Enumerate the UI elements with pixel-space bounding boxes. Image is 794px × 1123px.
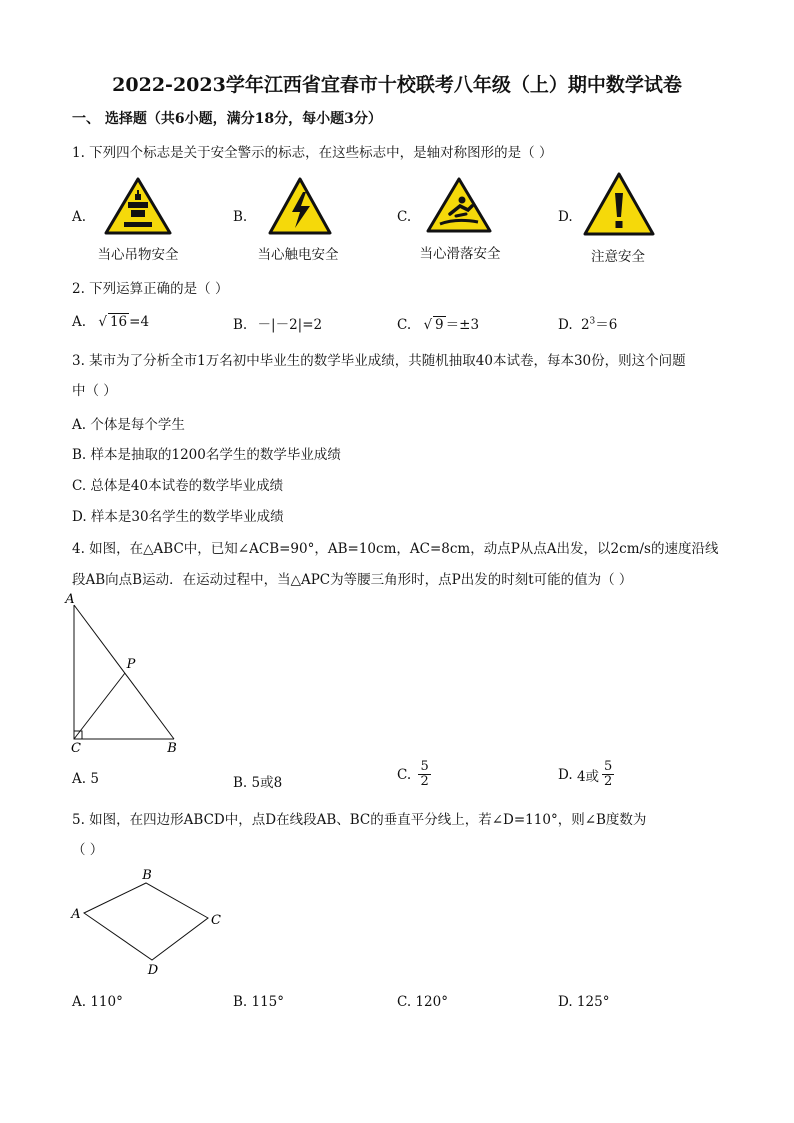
q1-option-d-letter[interactable]: D.	[558, 209, 573, 225]
q2-option-b-letter: B.	[233, 317, 248, 333]
q4-option-d-letter: D.	[558, 766, 573, 783]
q4-option-c[interactable]	[397, 760, 431, 790]
point-b-label: B	[167, 741, 177, 756]
q2-option-d-exp: 3	[589, 316, 596, 327]
q4-option-a-letter: A.	[72, 771, 87, 787]
q2-option-d[interactable]	[558, 313, 617, 333]
q1-option-d-caption: 注意安全	[591, 249, 645, 265]
slip-warning-sign-icon	[426, 176, 492, 234]
q3-option-c[interactable]: C. 总体是40本试卷的数学毕业成绩	[72, 478, 284, 494]
q3-option-b[interactable]: B. 样本是抽取的1200名学生的数学毕业成绩	[72, 447, 341, 463]
q4-option-d-num: 5	[604, 759, 613, 774]
q1-option-c-letter[interactable]: C.	[397, 209, 412, 225]
q4-option-d-text: 4或	[576, 768, 600, 785]
question-3-stem-line2: 中（ ）	[72, 383, 117, 399]
point-a-label: A	[65, 592, 75, 607]
question-3-stem-line1: 3. 某市为了分析全市1万名初中毕业生的数学毕业成绩，共随机抽取40本试卷，每本30份，则这个问题	[72, 353, 686, 369]
q4-option-a[interactable]	[72, 771, 99, 787]
point-b-label: B	[142, 868, 152, 883]
q2-option-c-rest: ＝±3	[445, 317, 480, 333]
q3-option-a[interactable]: A. 个体是每个学生	[72, 417, 185, 433]
q2-option-c-letter: C.	[397, 317, 412, 333]
q4-option-c-fraction	[418, 760, 430, 790]
question-5-stem-line1: 5. 如图，在四边形ABCD中，点D在线段AB、BC的垂直平分线上，若∠D=110°，则∠B度数为	[72, 812, 647, 828]
page-title: 2022-2023学年江西省宜春市十校联考八年级（上）期中数学试卷	[112, 74, 682, 96]
hoist-warning-sign-icon	[104, 176, 172, 236]
q2-option-b-text: －|－2|=2	[257, 317, 323, 333]
q2-option-a-rest: =4	[129, 314, 150, 330]
q4-option-c-num: 5	[420, 759, 429, 774]
q4-option-b-text: 5或8	[251, 775, 283, 791]
q2-option-d-rest: ＝6	[595, 317, 618, 333]
q5-option-b[interactable]: B. 115°	[233, 994, 285, 1010]
q2-option-d-base: 2	[580, 317, 590, 333]
q2-option-b[interactable]	[233, 313, 322, 333]
question-5-stem-line2: （ ）	[72, 842, 104, 858]
q5-option-c[interactable]: C. 120°	[397, 994, 448, 1010]
q4-option-d-fraction	[602, 760, 614, 790]
q4-option-b-letter: B.	[233, 775, 248, 791]
question-4-stem-line1: 4. 如图，在△ABC中，已知∠ACB=90°，AB=10cm，AC=8cm，动点P从点A出发，以2cm/s的速度沿线	[72, 541, 719, 557]
q2-option-c-radicand: 9	[435, 317, 444, 333]
q1-option-c-caption: 当心滑落安全	[419, 246, 501, 262]
q1-option-b-caption: 当心触电安全	[257, 247, 339, 263]
electric-warning-sign-icon	[268, 176, 332, 236]
q4-option-c-den: 2	[420, 774, 429, 790]
point-a-label: A	[71, 907, 81, 922]
q1-option-a-letter[interactable]: A.	[72, 209, 87, 225]
q4-option-d[interactable]	[558, 760, 614, 790]
q4-option-d-den: 2	[604, 774, 613, 790]
question-4-stem-line2: 段AB向点B运动．在运动过程中，当△APC为等腰三角形时，点P出发的时刻t可能的值为（ ）	[72, 572, 633, 588]
q3-option-d[interactable]: D. 样本是30名学生的数学毕业成绩	[72, 509, 284, 525]
question-2-stem: 2. 下列运算正确的是（ ）	[72, 281, 229, 297]
q2-option-c[interactable]	[397, 313, 479, 333]
quadrilateral-abcd-figure	[62, 863, 232, 983]
point-c-label: C	[211, 913, 221, 928]
sqrt-sign-icon: √	[98, 314, 107, 330]
q1-option-a-caption: 当心吊物安全	[97, 247, 179, 263]
q4-option-a-text: 5	[90, 771, 99, 787]
section-heading: 一、 选择题（共6小题，满分18分，每小题3分）	[72, 111, 382, 127]
sqrt-sign-icon: √	[423, 317, 433, 333]
q1-option-b-letter[interactable]: B.	[233, 209, 248, 225]
point-d-label: D	[147, 963, 159, 978]
q5-option-a[interactable]: A. 110°	[72, 994, 123, 1010]
q2-option-d-letter: D.	[558, 317, 573, 333]
q2-option-a[interactable]	[72, 313, 149, 330]
question-1-stem: 1. 下列四个标志是关于安全警示的标志，在这些标志中，是轴对称图形的是（ ）	[72, 145, 553, 161]
point-p-label: P	[126, 657, 136, 672]
q5-option-d[interactable]: D. 125°	[558, 994, 610, 1010]
point-c-label: C	[71, 741, 81, 756]
q2-option-a-letter: A.	[72, 314, 87, 330]
q2-option-a-radicand: 16	[109, 314, 128, 330]
q4-option-b[interactable]	[233, 771, 282, 791]
exclamation-warning-sign-icon	[583, 171, 655, 237]
q4-option-c-letter: C.	[397, 766, 412, 783]
triangle-abc-figure	[62, 590, 192, 758]
